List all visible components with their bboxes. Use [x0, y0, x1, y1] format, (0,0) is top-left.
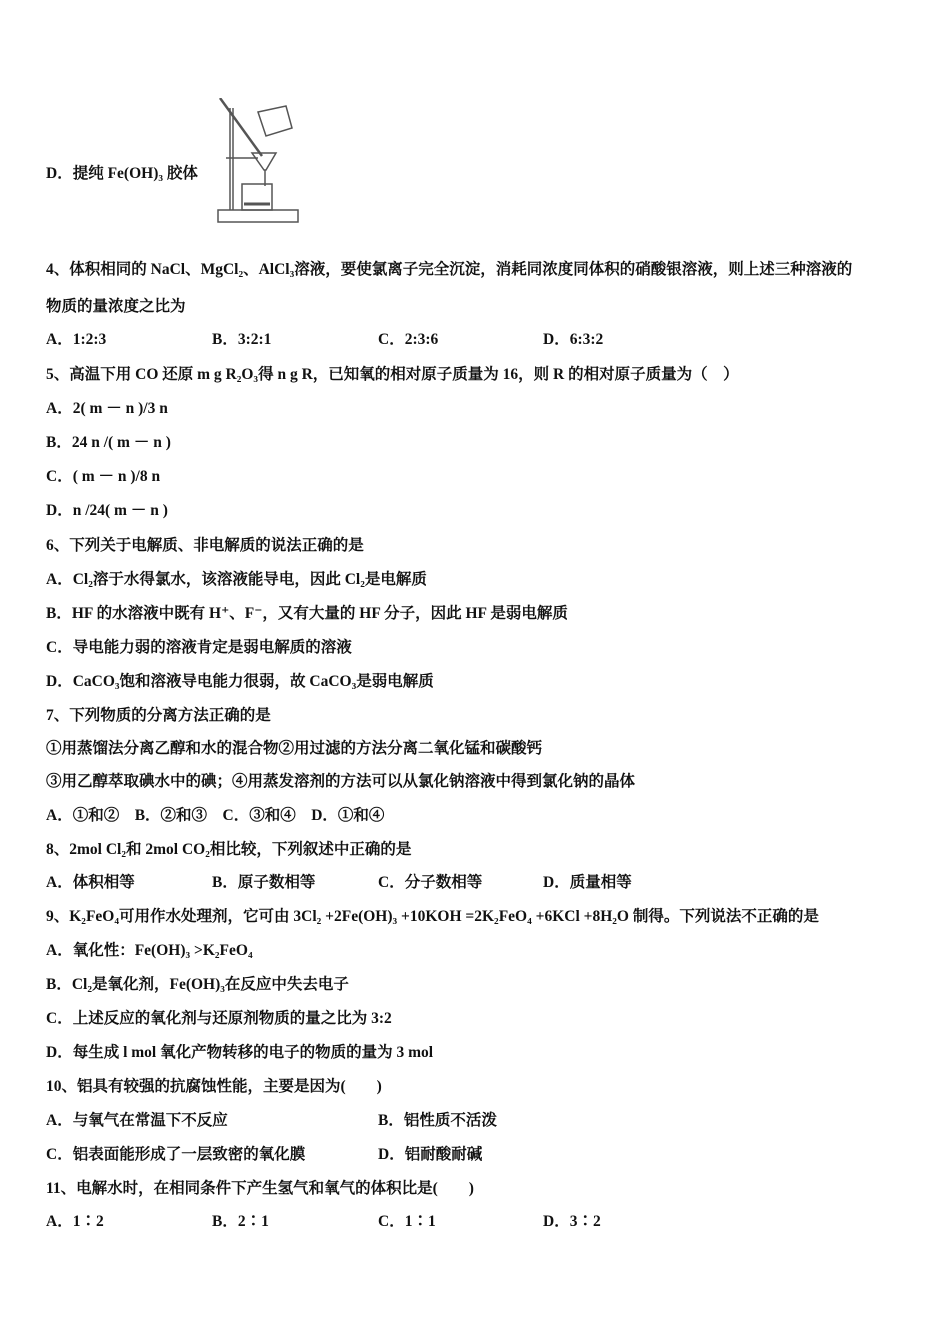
- q6-stem: 6、下列关于电解质、非电解质的说法正确的是: [46, 537, 364, 554]
- q5-stem: 5、高温下用 CO 还原 m g R₂O₃得 n g R，已知氧的相对原子质量为 16，则 R 的相对原子质量为（ ）: [46, 366, 739, 383]
- q7-item-line2: ③用乙醇萃取碘水中的碘；④用蒸发溶剂的方法可以从氯化钠溶液中得到氯化钠的晶体: [46, 773, 636, 790]
- q10-option-d: D．铝耐酸耐碱: [378, 1146, 483, 1163]
- q10-option-b: B．铝性质不活泼: [378, 1112, 497, 1129]
- q11-option-b: B．2∶1: [212, 1213, 269, 1230]
- q7-item-line1: ①用蒸馏法分离乙醇和水的混合物②用过滤的方法分离二氧化锰和碳酸钙: [46, 740, 543, 757]
- q5-option-d: D．n /24( m － n ): [46, 502, 168, 519]
- q6-option-c: C．导电能力弱的溶液肯定是弱电解质的溶液: [46, 639, 352, 656]
- q5-option-b: B．24 n /( m － n ): [46, 434, 171, 451]
- q5-option-c: C．( m － n )/8 n: [46, 468, 161, 485]
- q9-option-d: D．每生成 l mol 氧化产物转移的电子的物质的量为 3 mol: [46, 1044, 434, 1061]
- q6-option-a: A．Cl₂溶于水得氯水，该溶液能导电，因此 Cl₂是电解质: [46, 571, 427, 588]
- q11-stem: 11、电解水时，在相同条件下产生氢气和氧气的体积比是( ): [46, 1180, 474, 1197]
- q6-option-b: B．HF 的水溶液中既有 H⁺、F⁻，又有大量的 HF 分子，因此 HF 是弱电解质: [46, 605, 568, 622]
- q5-option-a: A．2( m － n )/3 n: [46, 400, 168, 417]
- q11-option-d: D．3∶2: [543, 1213, 601, 1230]
- q11-option-a: A．1∶2: [46, 1213, 104, 1230]
- q7-stem: 7、下列物质的分离方法正确的是: [46, 707, 271, 724]
- q11-option-c: C．1∶1: [378, 1213, 436, 1230]
- q4-stem-line1: 4、体积相同的 NaCl、MgCl₂、AlCl₃溶液，要使氯离子完全沉淀，消耗同浓度同体积的硝酸银溶液，则上述三种溶液的: [46, 261, 853, 278]
- q8-option-a: A．体积相等: [46, 874, 135, 891]
- q4-option-d: D．6:3:2: [543, 331, 604, 348]
- q4-option-a: A．1:2:3: [46, 331, 107, 348]
- q8-stem: 8、2mol Cl₂和 2mol CO₂相比较，下列叙述中正确的是: [46, 841, 412, 858]
- q10-option-a: A．与氧气在常温下不反应: [46, 1112, 228, 1129]
- q9-option-a: A．氧化性：Fe(OH)₃ >K₂FeO₄: [46, 942, 253, 959]
- filtration-apparatus-image: [214, 98, 302, 226]
- q8-option-d: D．质量相等: [543, 874, 632, 891]
- q3-option-d: D．提纯 Fe(OH)₃ 胶体: [46, 165, 198, 182]
- q7-options: A．①和② B．②和③ C．③和④ D．①和④: [46, 807, 385, 824]
- q8-option-b: B．原子数相等: [212, 874, 316, 891]
- q9-option-b: B．Cl₂是氧化剂，Fe(OH)₃在反应中失去电子: [46, 976, 349, 993]
- q4-stem-line2: 物质的量浓度之比为: [46, 298, 186, 315]
- q8-option-c: C．分子数相等: [378, 874, 483, 891]
- q4-option-c: C．2:3:6: [378, 331, 439, 348]
- q10-option-c: C．铝表面能形成了一层致密的氧化膜: [46, 1146, 306, 1163]
- q10-stem: 10、铝具有较强的抗腐蚀性能，主要是因为( ): [46, 1078, 382, 1095]
- q9-option-c: C．上述反应的氧化剂与还原剂物质的量之比为 3:2: [46, 1010, 392, 1027]
- q4-option-b: B．3:2:1: [212, 331, 272, 348]
- q9-stem: 9、K₂FeO₄可用作水处理剂，它可由 3Cl₂ +2Fe(OH)₃ +10KOH =2K₂FeO₄ +6KCl +8H₂O 制得。下列说法不正确的是: [46, 908, 819, 925]
- q6-option-d: D．CaCO₃饱和溶液导电能力很弱，故 CaCO₃是弱电解质: [46, 673, 434, 690]
